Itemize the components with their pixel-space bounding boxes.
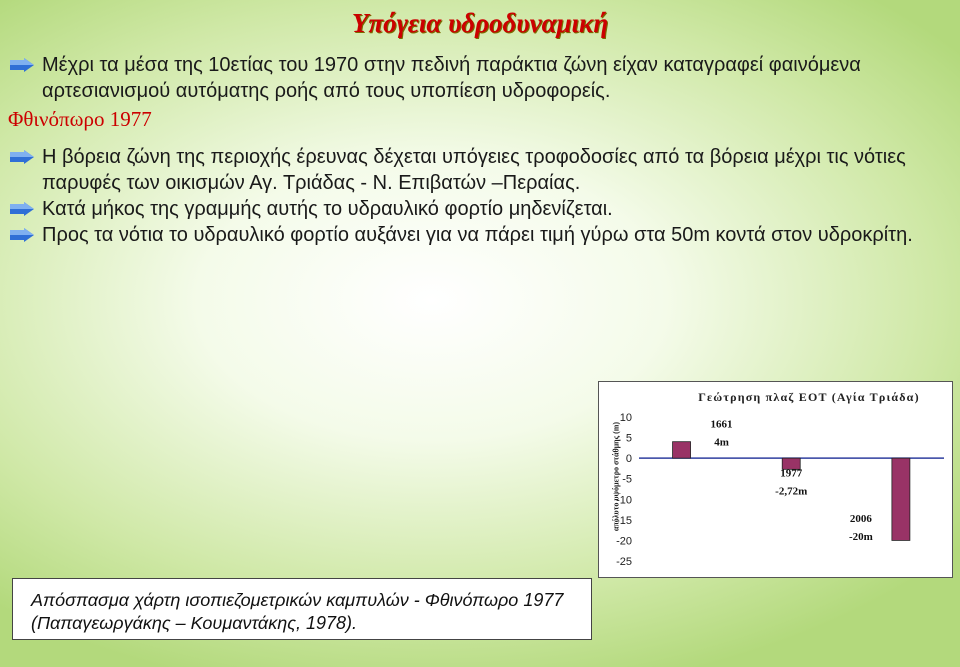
caption-line-1: Απόσπασμα χάρτη ισοπιεζομετρικών καμπυλών - Φθινόπωρο 1977 [31, 590, 564, 610]
bullet-item [8, 196, 948, 222]
bullet-text: Η βόρεια ζώνη της περιοχής έρευνας δέχεται υπόγειες τροφοδοσίες από τα βόρεια μέχρι τις νότιες παρυφές των οικισμών Αγ. Τριάδας - Ν. Επιβατών –Περαίας. [42, 146, 906, 194]
data-label: 2006 [849, 512, 872, 525]
data-label: 4m [714, 436, 729, 449]
slide-body [8, 52, 948, 248]
slide-title: Υπόγεια υδροδυναμική [351, 8, 609, 38]
bullet-item [8, 222, 948, 248]
data-label: -2,72m [775, 485, 808, 498]
chart-title: Γεώτρηση πλαζ ΕΟΤ (Αγία Τριάδα) [698, 390, 920, 404]
arrow-bullet-icon [10, 150, 34, 164]
chart-ylabel: απόλυτο υψόμετρο στάθμης (m) [611, 421, 621, 532]
y-tick-label: 5 [625, 432, 632, 445]
y-tick-label: -5 [622, 473, 632, 486]
water-level-chart [598, 381, 953, 578]
bullet-text: Μέχρι τα μέσα της 10ετίας του 1970 στην πεδινή παράκτια ζώνη είχαν καταγραφεί φαινόμενα αρτεσιανισμού αυτόματης ροής από τους υποπίεση υδροφορείς. [42, 54, 861, 102]
map-caption [12, 578, 592, 640]
bar-2006 [892, 458, 910, 540]
caption-line-2: (Παπαγεωργάκης – Κουμαντάκης, 1978). [31, 613, 357, 633]
data-label: -20m [848, 530, 873, 543]
y-tick-label: -15 [616, 514, 632, 527]
chart-plot [599, 382, 954, 579]
y-tick-label: 0 [625, 453, 632, 466]
bullet-item [8, 144, 948, 196]
y-tick-label: 10 [619, 412, 632, 424]
bullet-item [8, 52, 948, 104]
arrow-bullet-icon [10, 58, 34, 72]
bullet-text: Κατά μήκος της γραμμής αυτής το υδραυλικό φορτίο μηδενίζεται. [42, 198, 613, 220]
arrow-bullet-icon [10, 228, 34, 242]
section-heading: Φθινόπωρο 1977 [8, 107, 152, 131]
data-label: 1661 [710, 418, 733, 431]
y-tick-label: -10 [616, 494, 632, 507]
y-tick-label: -25 [616, 556, 632, 568]
arrow-bullet-icon [10, 202, 34, 216]
bar-1661 [673, 442, 691, 458]
data-label: 1977 [780, 467, 803, 480]
y-tick-label: -20 [616, 535, 632, 548]
bullet-text: Προς τα νότια το υδραυλικό φορτίο αυξάνει για να πάρει τιμή γύρω στα 50m κοντά στον υδροκρίτη. [42, 224, 913, 246]
